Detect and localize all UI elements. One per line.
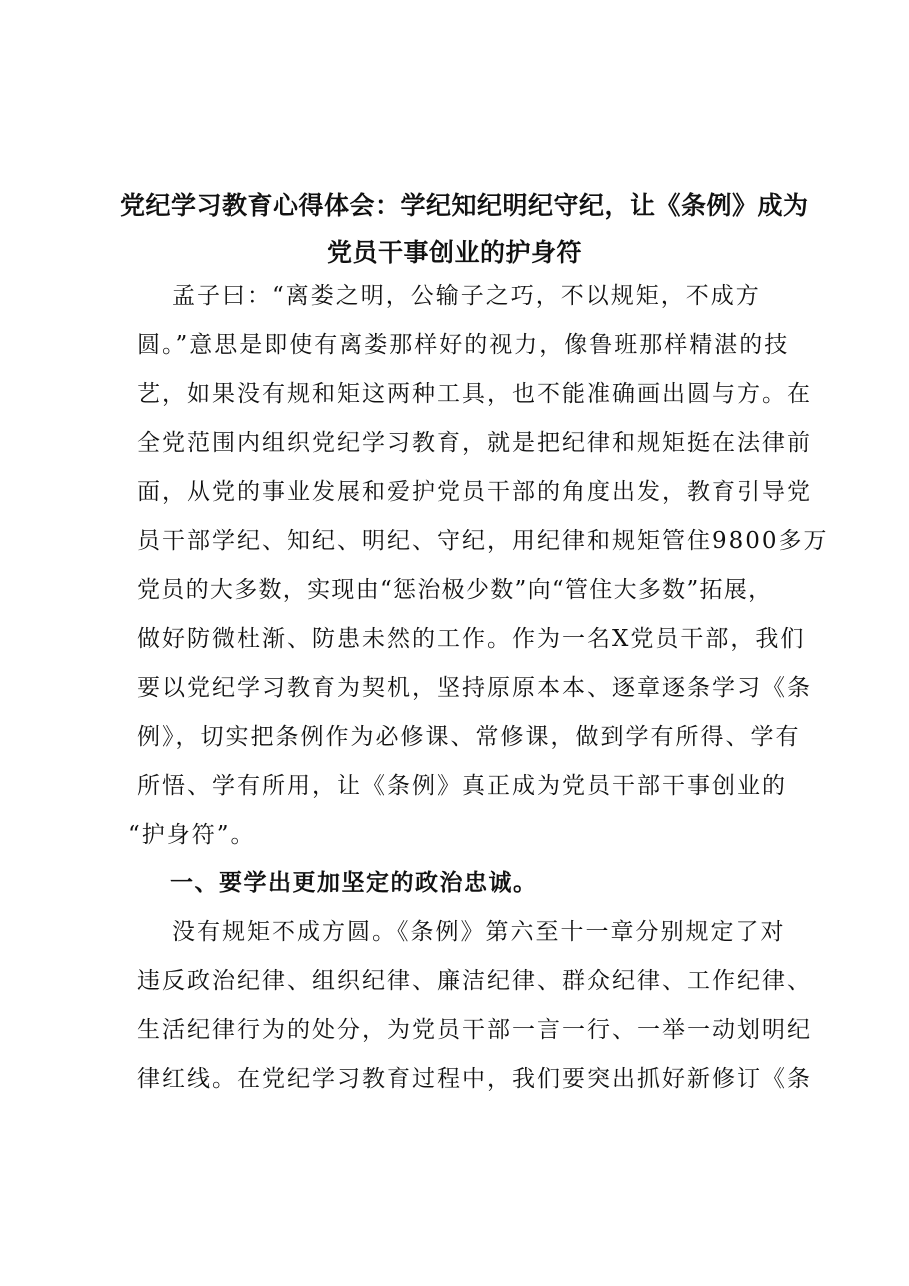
paragraph-1-line-3: 艺，如果没有规和矩这两种工具，也不能准确画出圆与方。在 (137, 381, 812, 407)
paragraph-1-line-11: 所悟、学有所用，让《条例》真正成为党员干部干事创业的 (137, 773, 787, 799)
paragraph-1-line-10: 例》，切实把条例作为必修课、常修课，做到学有所得、学有 (137, 724, 801, 750)
paragraph-1-line-4: 全党范围内组织党纪学习教育，就是把纪律和规矩挺在法律前 (137, 430, 812, 456)
section-heading-1: 一、要学出更加坚定的政治忠诚。 (170, 870, 538, 896)
document-title-line-2: 党员干事创业的护身符 (326, 238, 582, 267)
paragraph-1-line-8: 做好防微杜渐、防患未然的工作。作为一名X党员干部，我们 (137, 626, 806, 652)
paragraph-2-line-1: 没有规矩不成方圆。《条例》第六至十一章分别规定了对 (172, 919, 786, 945)
paragraph-1-line-1: 孟子曰：“离娄之明，公输子之巧，不以规矩，不成方 (172, 283, 761, 309)
document-title-line-1: 党纪学习教育心得体会：学纪知纪明纪守纪，让《条例》成为 (120, 191, 809, 220)
paragraph-1-line-9: 要以党纪学习教育为契机，坚持原原本本、逐章逐条学习《条 (137, 675, 812, 701)
paragraph-1-line-12: “护身符”。 (128, 822, 256, 848)
paragraph-2-line-4: 律红线。在党纪学习教育过程中，我们要突出抓好新修订《条 (137, 1066, 812, 1092)
paragraph-2-line-2: 违反政治纪律、组织纪律、廉洁纪律、群众纪律、工作纪律、 (137, 968, 812, 994)
paragraph-2-line-3: 生活纪律行为的处分，为党员干部一言一行、一举一动划明纪 (137, 1017, 812, 1043)
paragraph-1-line-2: 圆。”意思是即使有离娄那样好的视力，像鲁班那样精湛的技 (137, 332, 790, 358)
paragraph-1-line-7: 党员的大多数，实现由“惩治极少数”向“管住大多数”拓展， (137, 577, 773, 603)
paragraph-1-line-5: 面，从党的事业发展和爱护党员干部的角度出发，教育引导党 (137, 479, 812, 505)
paragraph-1-line-6: 员干部学纪、知纪、明纪、守纪，用纪律和规矩管住9800多万 (137, 528, 829, 554)
